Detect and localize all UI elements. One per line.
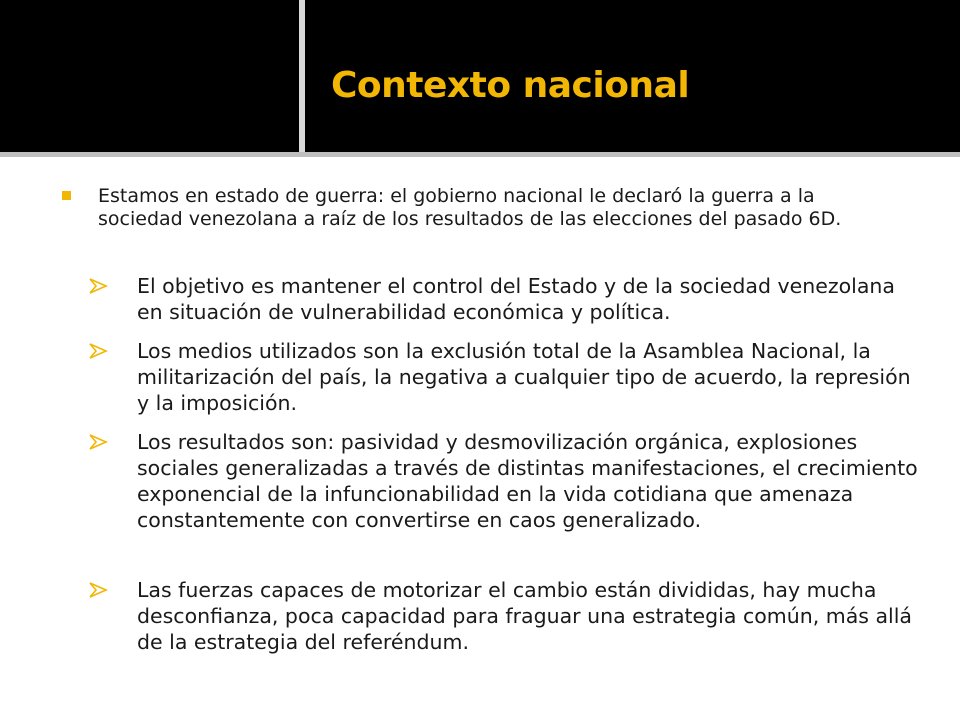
sub-bullet-text: Los resultados son: pasividad y desmovilización orgánica, explosiones sociales generalizadas a través de distintas manifestaciones, el crecimiento exponencial de la infuncionabilidad en la vida cotidiana que amenaza constantemente con convertirse en caos generalizado. [137,430,918,532]
sub-bullet-text: El objetivo es mantener el control del Estado y de la sociedad venezolana en situación de vulnerabilidad económica y política. [137,274,895,324]
arrow-bullet-icon [88,433,108,451]
sub-bullet-text: Las fuerzas capaces de motorizar el cambio están divididas, hay mucha desconfianza, poca capacidad para fraguar una estrategia común, más allá de la estrategia del referéndum. [137,578,912,654]
arrow-bullet-icon [88,581,108,599]
arrow-bullet-icon [88,342,108,360]
sub-bullet-text: Los medios utilizados son la exclusión total de la Asamblea Nacional, la militarización del país, la negativa a cualquier tipo de acuerdo, la represión y la imposición. [137,339,911,415]
slide-title: Contexto nacional [331,65,690,106]
arrow-bullet-icon [88,277,108,295]
main-bullet-text: Estamos en estado de guerra: el gobierno nacional le declaró la guerra a la sociedad venezolana a raíz de los resultados de las elecciones del pasado 6D. [98,185,842,230]
square-bullet-icon [62,191,71,200]
